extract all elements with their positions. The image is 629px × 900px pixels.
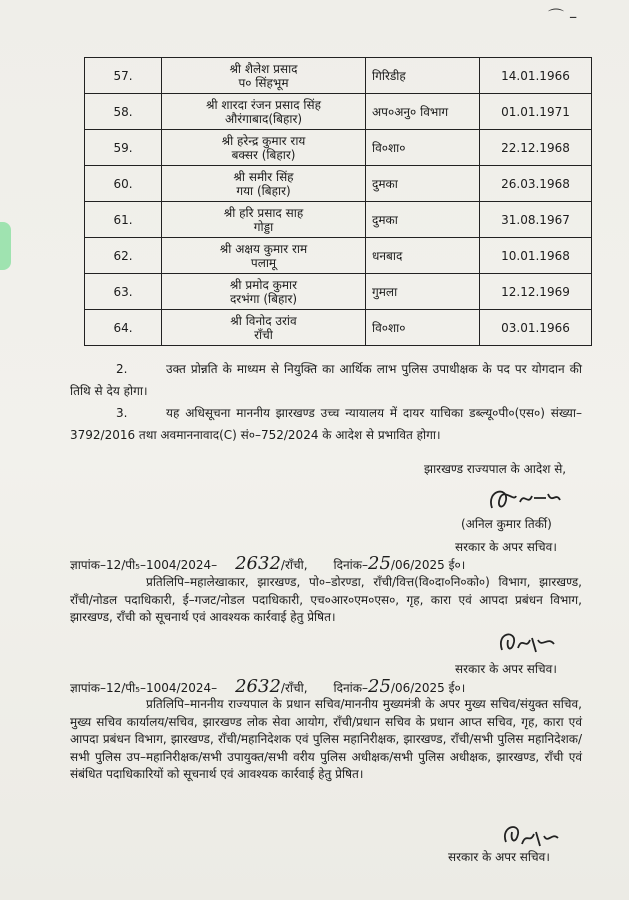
memo-2-number: 2632 <box>235 676 281 697</box>
birth-date: 14.01.1966 <box>480 58 592 94</box>
signatory-name: (अनिल कुमार तिर्की) <box>461 517 552 531</box>
table-row <box>85 274 592 310</box>
memo-2-line: ज्ञापांक–12/पी₅–1004/2024– 2632/राँची, दिनांक–25/06/2025 ई०। <box>70 676 466 697</box>
serial-number: 63. <box>85 274 162 310</box>
officer-name: श्री अक्षय कुमार राम <box>219 241 308 256</box>
table-row <box>85 58 592 94</box>
posting-place: दुमका <box>366 166 480 202</box>
posting-place: वि०शा० <box>366 130 480 166</box>
officer-name: श्री हरेन्द्र कुमार राय <box>221 133 306 148</box>
serial-number: 62. <box>85 238 162 274</box>
birth-date: 12.12.1969 <box>480 274 592 310</box>
memo-2-copy: प्रतिलिपि–माननीय राज्यपाल के प्रधान सचिव/माननीय मुख्यमंत्री के अपर मुख्य सचिव/संयुक्त सचिव, मुख्य सचिव कार्यालय/सचिव, झारखण्ड लोक सेवा आयोग, राँची/प्रधान सचिव के प्रधान आप्त सचिव, गृह, कारा एवं आपदा प्रबंधन विभाग, झारखण्ड, राँची/महानिदेशक एवं पुलिस महानिरीक्षक, झारखण्ड, राँची/सभी पुलिस महानिदेशक/सभी पुलिस उप–महानिरीक्षक/सभी उपायुक्त/सभी वरीय पुलिस अधीक्षक/सभी पुलिस अधीक्षक, झारखण्ड, राँची एवं संबंधित पदाधिकारियों को सूचनार्थ एवं आवश्यक कार्रवाई हेतु प्रेषित। <box>70 697 582 781</box>
officer-home-district: बक्सर (बिहार) <box>231 147 296 162</box>
posting-place: अप०अनु० विभाग <box>366 94 480 130</box>
birth-date: 03.01.1966 <box>480 310 592 346</box>
signatory-title-2: सरकार के अपर सचिव। <box>455 662 557 676</box>
officer-home-district: गया (बिहार) <box>236 183 291 198</box>
table-row <box>85 238 592 274</box>
memo-1-copy: प्रतिलिपि–महालेखाकार, झारखण्ड, पो०–डोरण्डा, राँची/वित्त(वि०दा०नि०को०) विभाग, झारखण्ड, राँची/नोडल पदाधिकारी, ई–गजट/नोडल पदाधिकारी, एच०आर०एम०एस०, गृह, कारा एवं आपदा प्रबंधन विभाग, झारखण्ड, राँची को सूचनार्थ एवं आवश्यक कार्रवाई हेतु प्रेषित। <box>70 575 582 624</box>
table-row <box>85 310 592 346</box>
signature-2 <box>496 626 566 660</box>
serial-number: 58. <box>85 94 162 130</box>
memo-1-number: 2632 <box>235 553 281 574</box>
paragraph-2: 2. उक्त प्रोन्नति के माध्यम से नियुक्ति का आर्थिक लाभ पुलिस उपाधीक्षक के पद पर योगदान की तिथि से देय होगा। <box>70 362 582 398</box>
officer-name-cell <box>162 202 366 238</box>
table-row <box>85 94 592 130</box>
officer-home-district: दरभंगा (बिहार) <box>229 291 298 306</box>
table-row <box>85 166 592 202</box>
officer-home-district: राँची <box>254 327 273 342</box>
serial-number: 64. <box>85 310 162 346</box>
officer-home-district: पलामू <box>250 255 277 270</box>
officer-table <box>84 57 592 346</box>
serial-number: 60. <box>85 166 162 202</box>
signature-1 <box>486 482 566 516</box>
officer-name: श्री प्रमोद कुमार <box>229 277 298 292</box>
birth-date: 22.12.1968 <box>480 130 592 166</box>
officer-name-cell <box>162 310 366 346</box>
posting-place: दुमका <box>366 202 480 238</box>
serial-number: 59. <box>85 130 162 166</box>
officer-name-cell <box>162 94 366 130</box>
corner-marks: ⌒ – <box>548 7 578 26</box>
officer-home-district: प० सिंहभूम <box>238 75 289 90</box>
memo-2-day: 25 <box>368 676 391 697</box>
officer-home-district: औरंगाबाद(बिहार) <box>224 111 303 126</box>
memo-1-day: 25 <box>368 553 391 574</box>
officer-home-district: गोड्डा <box>253 219 274 234</box>
posting-place: गुमला <box>366 274 480 310</box>
birth-date: 10.01.1968 <box>480 238 592 274</box>
officer-name-cell <box>162 238 366 274</box>
order-line: झारखण्ड राज्यपाल के आदेश से, <box>424 462 567 476</box>
posting-place: धनबाद <box>366 238 480 274</box>
posting-place: गिरिडीह <box>366 58 480 94</box>
memo-1-line: ज्ञापांक–12/पी₅–1004/2024– 2632/राँची, दिनांक–25/06/2025 ई०। <box>70 553 466 574</box>
table-row <box>85 202 592 238</box>
table-row <box>85 130 592 166</box>
signatory-title-1: सरकार के अपर सचिव। <box>455 540 557 554</box>
officer-name: श्री समीर सिंह <box>233 169 294 184</box>
officer-name: श्री शैलेश प्रसाद <box>229 61 298 76</box>
side-handle[interactable] <box>0 222 11 270</box>
serial-number: 57. <box>85 58 162 94</box>
officer-name-cell <box>162 274 366 310</box>
paragraph-3: 3. यह अधिसूचना माननीय झारखण्ड उच्च न्यायालय में दायर याचिका डब्ल्यू०पी०(एस०) संख्या–3792/2016 तथा अवमाननावाद(C) सं०–752/2024 के आदेश से प्रभावित होगा। <box>70 406 582 442</box>
birth-date: 01.01.1971 <box>480 94 592 130</box>
birth-date: 31.08.1967 <box>480 202 592 238</box>
officer-name-cell <box>162 130 366 166</box>
officer-name: श्री विनोद उरांव <box>230 313 297 328</box>
posting-place: वि०शा० <box>366 310 480 346</box>
officer-name: श्री शारदा रंजन प्रसाद सिंह <box>205 97 321 112</box>
officer-name-cell <box>162 58 366 94</box>
serial-number: 61. <box>85 202 162 238</box>
signatory-title-3: सरकार के अपर सचिव। <box>448 850 550 864</box>
officer-name-cell <box>162 166 366 202</box>
birth-date: 26.03.1968 <box>480 166 592 202</box>
officer-name: श्री हरि प्रसाद साह <box>223 205 304 220</box>
